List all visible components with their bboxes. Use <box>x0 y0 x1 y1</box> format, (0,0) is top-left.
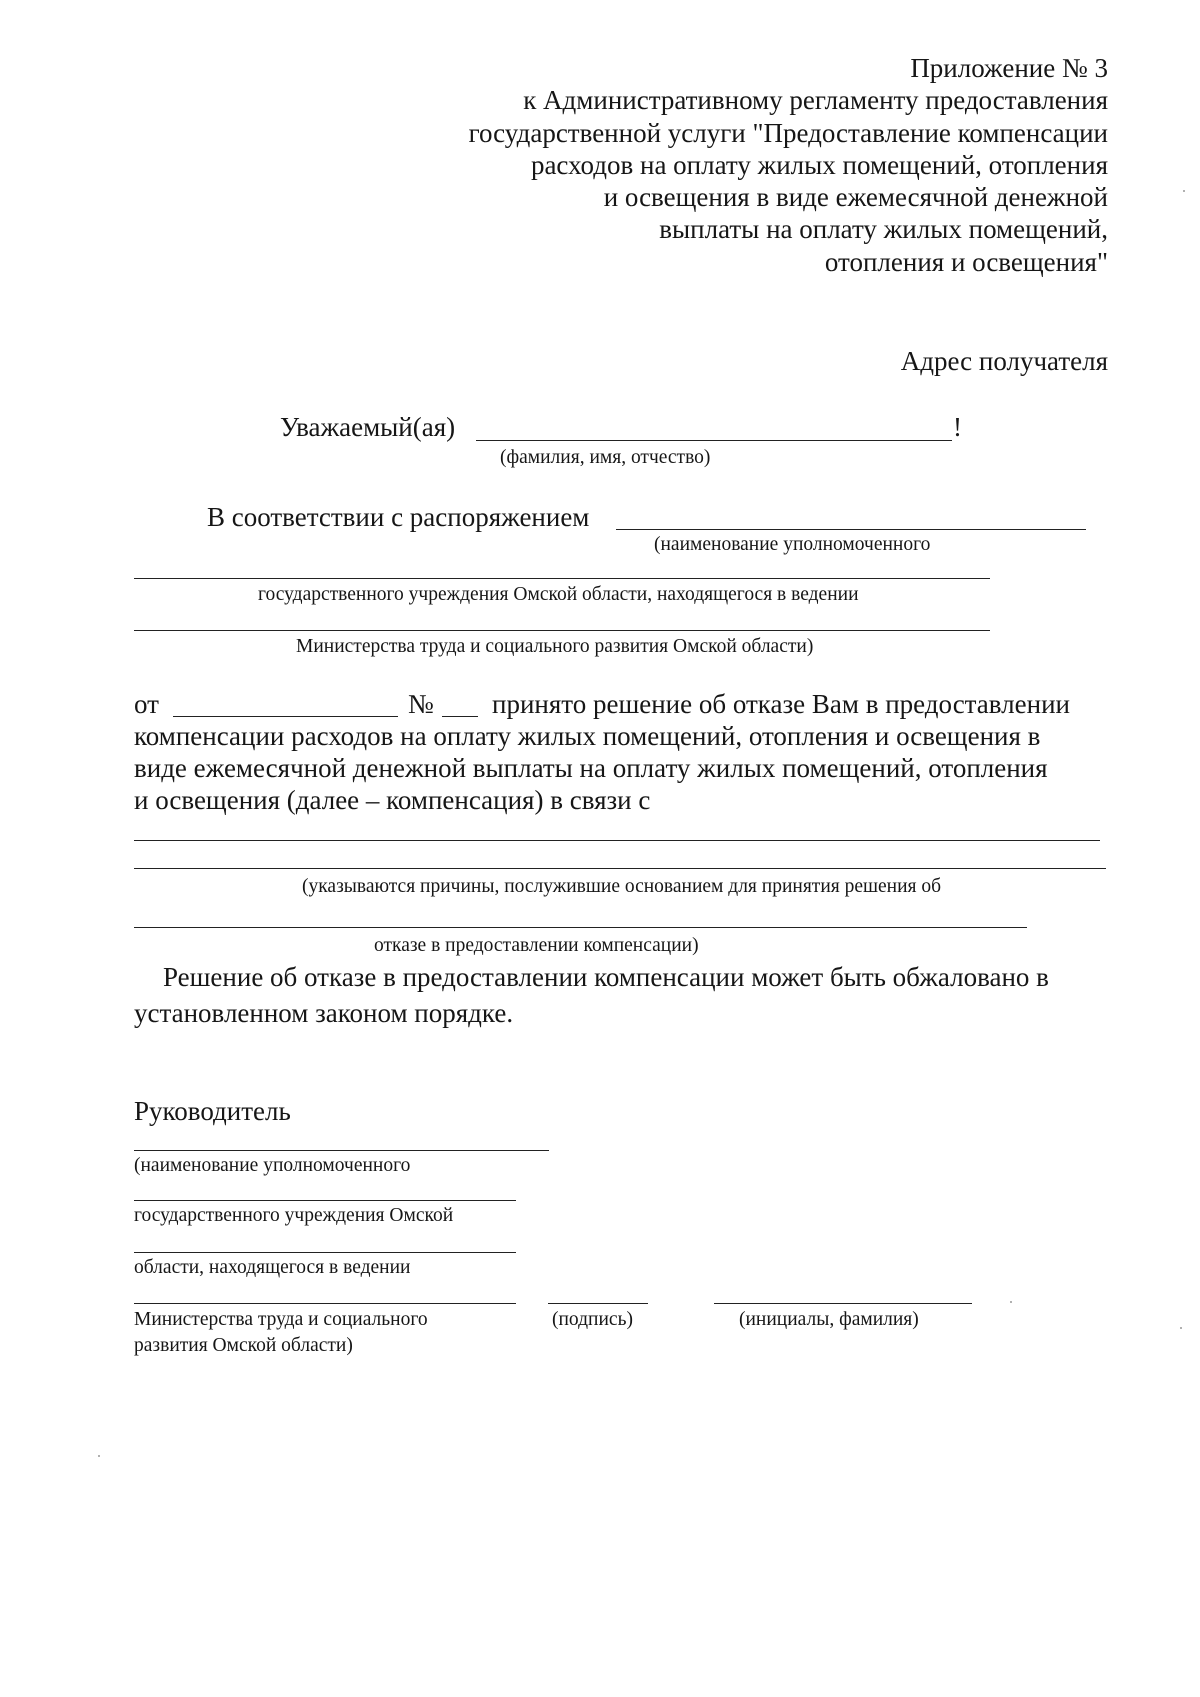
decision-text: принято решение об отказе Вам в предоставлении <box>492 689 1070 719</box>
signature-caption-3: области, находящегося в ведении <box>134 1257 411 1278</box>
decision-text: виде ежемесячной денежной выплаты на оплату жилых помещений, отопления <box>134 753 1048 783</box>
order-caption-2: государственного учреждения Омской области, находящегося в ведении <box>258 584 859 605</box>
header-line: выплаты на оплату жилых помещений, <box>659 214 1108 245</box>
signature-caption-1: (наименование уполномоченного <box>134 1155 411 1176</box>
recipient-name-caption: (фамилия, имя, отчество) <box>500 447 711 468</box>
header-line: и освещения в виде ежемесячной денежной <box>603 182 1108 213</box>
appeal-text: Решение об отказе в предоставлении компенсации может быть обжаловано в <box>163 962 1049 992</box>
order-line <box>134 630 990 631</box>
name-caption: (инициалы, фамилия) <box>739 1309 919 1330</box>
reasons-caption-1: (указываются причины, послужившие основанием для принятия решения об <box>302 876 942 897</box>
decision-text: компенсации расходов на оплату жилых помещений, отопления и освещения в <box>134 721 1041 751</box>
appeal-text: установленном законом порядке. <box>134 998 514 1028</box>
decision-number-sign: № <box>408 689 434 719</box>
order-caption-3: Министерства труда и социального развития Омской области) <box>296 636 814 657</box>
decision-text: и освещения (далее – компенсация) в связи с <box>134 785 651 815</box>
scan-speck <box>1183 190 1185 192</box>
order-line <box>616 529 1086 530</box>
header-line: отопления и освещения" <box>824 246 1108 277</box>
signature-caption-4: Министерства труда и социального <box>134 1309 428 1330</box>
greeting-exclamation: ! <box>953 412 962 442</box>
header-line: расходов на оплату жилых помещений, отопления <box>530 149 1108 180</box>
recipient-name-line <box>476 440 952 441</box>
scan-speck <box>98 1455 100 1457</box>
recipient-address-label: Адрес получателя <box>900 346 1108 376</box>
header-line: государственной услуги "Предоставление компенсации <box>468 117 1108 148</box>
reasons-line <box>134 927 1027 928</box>
greeting-label: Уважаемый(ая) <box>280 412 456 442</box>
header-line: к Административному регламенту предоставления <box>523 85 1108 116</box>
sign-line <box>548 1303 648 1304</box>
appendix-header <box>469 52 1108 278</box>
decision-from: от <box>134 689 159 719</box>
sign-caption: (подпись) <box>552 1309 633 1330</box>
order-caption-1: (наименование уполномоченного <box>654 534 931 555</box>
appendix-title: Приложение № 3 <box>910 53 1108 83</box>
signature-line <box>134 1303 516 1304</box>
signature-caption-2: государственного учреждения Омской <box>134 1205 454 1226</box>
signature-caption-5: развития Омской области) <box>134 1335 353 1356</box>
reasons-line <box>134 840 1100 841</box>
name-line <box>714 1303 972 1304</box>
signature-head: Руководитель <box>134 1096 291 1126</box>
decision-number-line <box>442 716 478 717</box>
reasons-line <box>134 868 1106 869</box>
decision-date-line <box>173 716 398 717</box>
order-line <box>134 578 990 579</box>
scan-speck <box>1180 1327 1182 1329</box>
signature-line <box>134 1150 549 1151</box>
signature-line <box>134 1252 516 1253</box>
signature-line <box>134 1200 516 1201</box>
order-label: В соответствии с распоряжением <box>207 502 590 532</box>
scan-speck <box>1010 1301 1012 1303</box>
reasons-caption-2: отказе в предоставлении компенсации) <box>374 935 699 956</box>
